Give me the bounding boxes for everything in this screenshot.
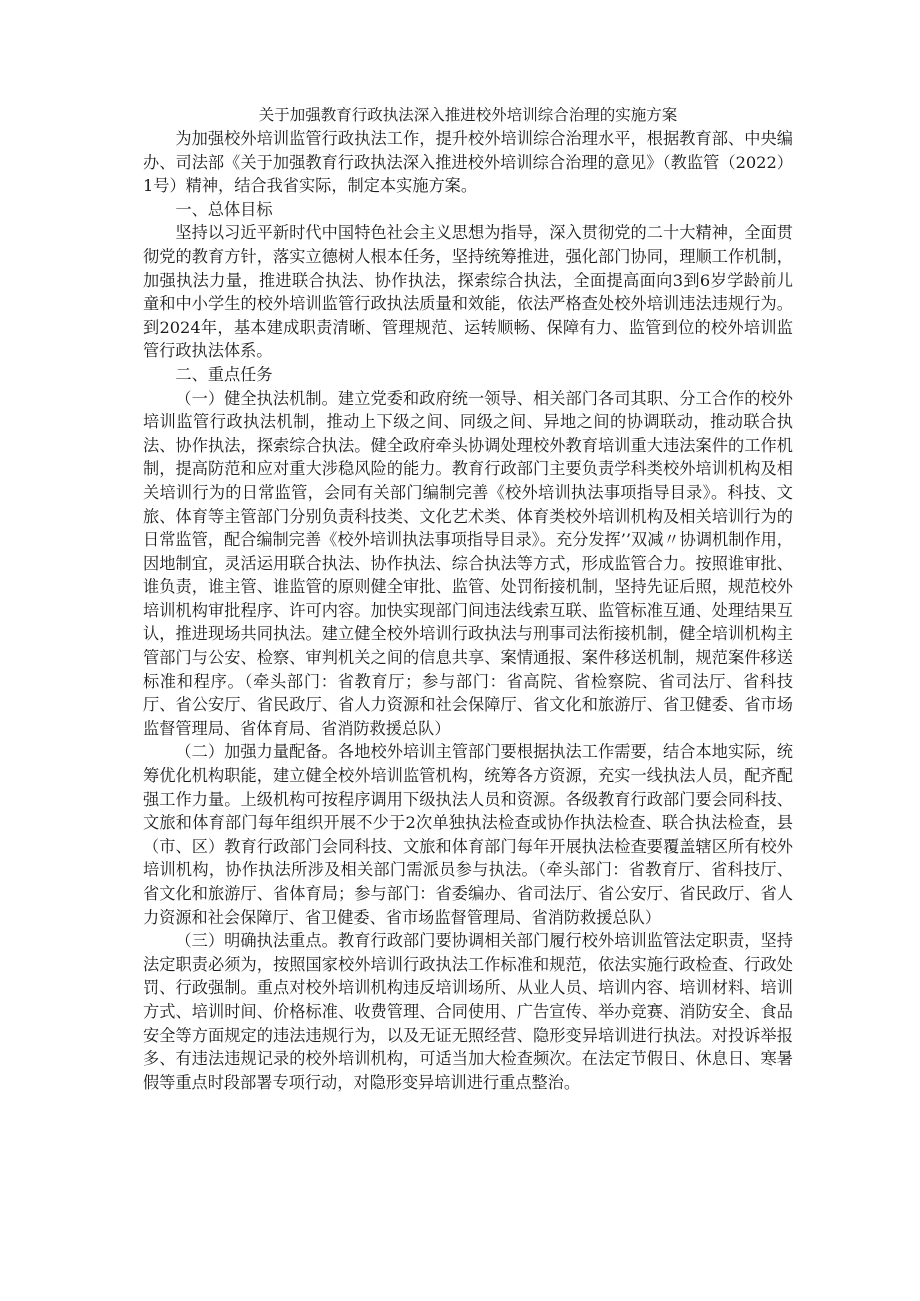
task-2-paragraph: （二）加强力量配备。各地校外培训主管部门要根据执法工作需要，结合本地实际，统筹优化机构职能，建立健全校外培训监管机构，统筹各方资源，充实一线执法人员，配齐配强工作力量。上级机构可按程序调用下级执法人员和资源。各级教育行政部门要会同科技、文旅和体育部门每年组织开展不少于2次单独执法检查或协作执法检查、联合执法检查，县（市、区）教育行政部门会同科技、文旅和体育部门每年开展执法检查要覆盖辖区所有校外培训机构，协作执法所涉及相关部门需派员参与执法。（牵头部门：省教育厅、省科技厅、省文化和旅游厅、省体育局；参与部门：省委编办、省司法厅、省公安厅、省民政厅、省人力资源和社会保障厅、省卫健委、省市场监督管理局、省消防救援总队） (143, 742, 793, 927)
general-goal-paragraph: 坚持以习近平新时代中国特色社会主义思想为指导，深入贯彻党的二十大精神，全面贯彻党的教育方针，落实立德树人根本任务，坚持统筹推进，强化部门协同，理顺工作机制，加强执法力量，推进联合执法、协作执法，探索综合执法，全面提高面向3到6岁学龄前儿童和中小学生的校外培训监管行政执法质量和效能，依法严格查处校外培训违法违规行为。到2024年，基本建成职责清晰、管理规范、运转顺畅、保障有力、监管到位的校外培训监管行政执法体系。 (143, 223, 793, 361)
section-heading-key-tasks: 二、重点任务 (175, 364, 273, 384)
document-page (143, 103, 793, 1094)
task-1-paragraph: （一）健全执法机制。建立党委和政府统一领导、相关部门各司其职、分工合作的校外培训监管行政执法机制，推动上下级之间、同级之间、异地之间的协调联动，推动联合执法、协作执法，探索综合执法。健全政府牵头协调处理校外教育培训重大违法案件的工作机制，提高防范和应对重大涉稳风险的能力。教育行政部门主要负责学科类校外培训机构及相关培训行为的日常监管，会同有关部门编制完善《校外培训执法事项指导目录》。科技、文旅、体育等主管部门分别负责科技类、文化艺术类、体育类校外培训机构及相关培训行为的日常监管，配合编制完善《校外培训执法事项指导目录》。充分发挥’’双减〃协调机制作用，因地制宜，灵活运用联合执法、协作执法、综合执法等方式，形成监管合力。按照谁审批、谁负责，谁主管、谁监管的原则健全审批、监管、处罚衔接机制，坚持先证后照，规范校外培训机构审批程序、许可内容。加快实现部门间违法线索互联、监管标准互通、处理结果互认，推进现场共同执法。建立健全校外培训行政执法与刑事司法衔接机制，健全培训机构主管部门与公安、检察、审判机关之间的信息共享、案情通报、案件移送机制，规范案件移送标准和程序。（牵头部门：省教育厅；参与部门：省高院、省检察院、省司法厅、省科技厅、省公安厅、省民政厅、省人力资源和社会保障厅、省文化和旅游厅、省卫健委、省市场监督管理局、省体育局、省消防救援总队） (143, 388, 793, 738)
intro-paragraph: 为加强校外培训监管行政执法工作，提升校外培训综合治理水平，根据教育部、中央编办、司法部《关于加强教育行政执法深入推进校外培训综合治理的意见》（教监管（2022）1号）精神，结合我省实际，制定本实施方案。 (143, 129, 793, 196)
task-3-paragraph: （三）明确执法重点。教育行政部门要协调相关部门履行校外培训监管法定职责，坚持法定职责必须为，按照国家校外培训行政执法工作标准和规范，依法实施行政检查、行政处罚、行政强制。重点对校外培训机构违反培训场所、从业人员、培训内容、培训材料、培训方式、培训时间、价格标准、收费管理、合同使用、广告宣传、举办竞赛、消防安全、食品安全等方面规定的违法违规行为，以及无证无照经营、隐形变异培训进行执法。对投诉举报多、有违法违规记录的校外培训机构，可适当加大检查频次。在法定节假日、休息日、寒暑假等重点时段部署专项行动，对隐形变异培训进行重点整治。 (143, 931, 793, 1092)
document-title: 关于加强教育行政执法深入推进校外培训综合治理的实施方案 (258, 106, 678, 124)
section-heading-general-goal: 一、总体目标 (175, 199, 273, 219)
